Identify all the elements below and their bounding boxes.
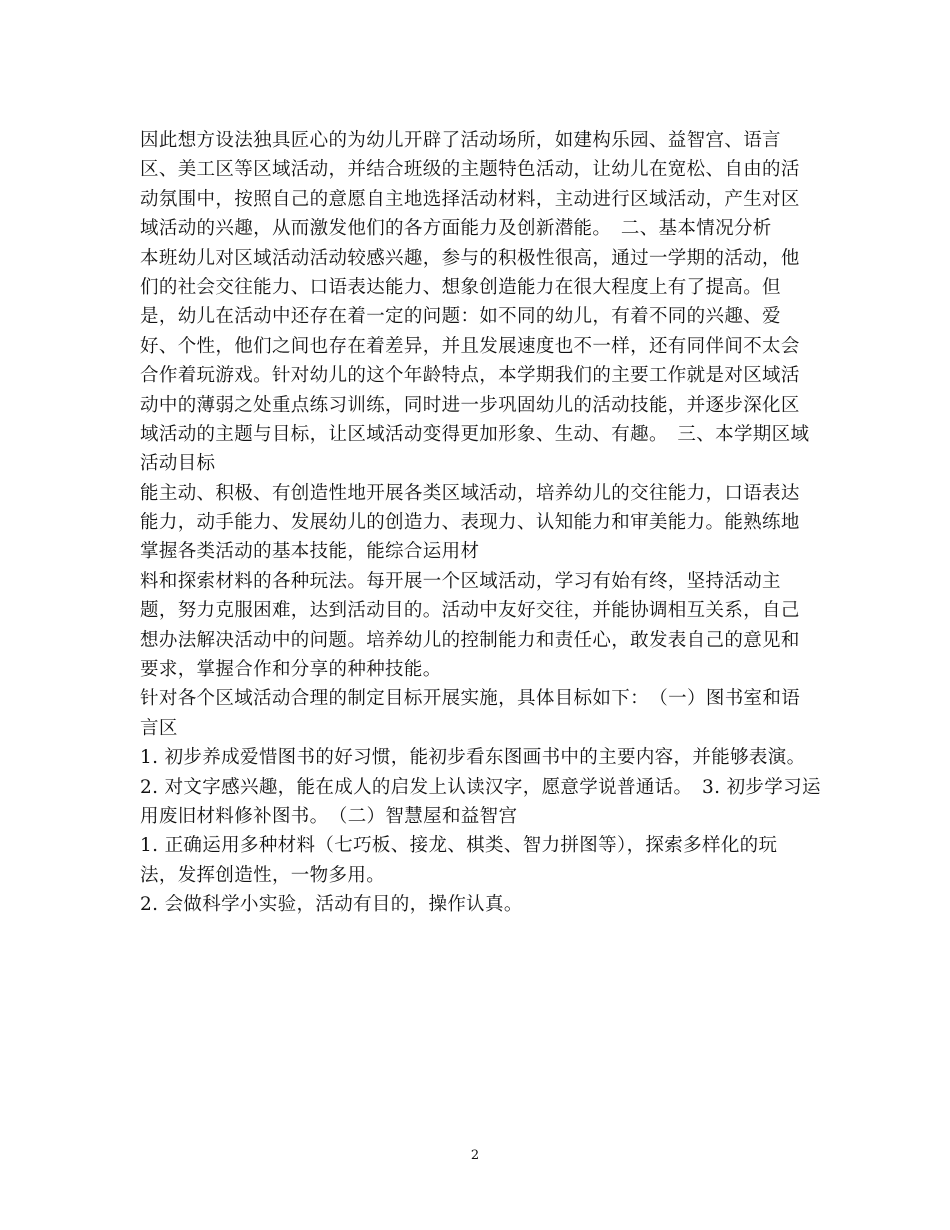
- text-line: 法，发挥创造性，一物多用。: [140, 864, 386, 886]
- text-line: 好、个性，他们之间也存在着差异，并且发展速度也不一样，还有同伴间不太会: [140, 335, 800, 357]
- page-number: 2: [470, 1148, 480, 1163]
- text-line: 域活动的兴趣，从而激发他们的各方面能力及创新潜能。 二、基本情况分析: [140, 218, 772, 240]
- text-line: 们的社会交往能力、口语表达能力、想象创造能力在很大程度上有了提高。但: [140, 276, 781, 298]
- text-line: 能力，动手能力、发展幼儿的创造力、表现力、认知能力和审美能力。能熟练地: [140, 512, 800, 534]
- body-text: [140, 126, 820, 920]
- text-line: 合作着玩游戏。针对幼儿的这个年龄特点，本学期我们的主要工作就是对区域活: [140, 365, 800, 387]
- text-line: 区、美工区等区域活动，并结合班级的主题特色活动，让幼儿在宽松、自由的活: [140, 159, 800, 181]
- text-line: 动氛围中，按照自己的意愿自主地选择活动材料，主动进行区域活动，产生对区: [140, 188, 800, 210]
- text-line: 2. 会做科学小实验，活动有目的，操作认真。: [140, 894, 523, 916]
- text-line: 针对各个区域活动合理的制定目标开展实施，具体目标如下： （一）图书室和语: [140, 688, 801, 710]
- text-line: 料和探索材料的各种玩法。每开展一个区域活动，学习有始有终，坚持活动主: [140, 570, 781, 592]
- text-line: 1. 初步养成爱惜图书的好习惯，能初步看东图画书中的主要内容，并能够表演。: [140, 747, 806, 769]
- text-line: 言区: [140, 717, 178, 739]
- text-line: 域活动的主题与目标，让区域活动变得更加形象、生动、有趣。 三、本学期区域: [140, 423, 810, 445]
- text-line: 用废旧材料修补图书。 （二）智慧屋和益智宫: [140, 805, 518, 827]
- text-line: 要求，掌握合作和分享的种种技能。: [140, 659, 442, 681]
- text-line: 本班幼儿对区域活动活动较感兴趣，参与的积极性很高，通过一学期的活动，他: [140, 247, 800, 269]
- text-line: 1. 正确运用多种材料（七巧板、接龙、棋类、智力拼图等），探索多样化的玩: [140, 835, 778, 857]
- text-line: 题，努力克服困难，达到活动目的。活动中友好交往，并能协调相互关系，自己: [140, 600, 800, 622]
- text-line: 2. 对文字感兴趣，能在成人的启发上认读汉字，愿意学说普通话。 3. 初步学习运: [140, 776, 821, 798]
- text-line: 动中的薄弱之处重点练习训练，同时进一步巩固幼儿的活动技能，并逐步深化区: [140, 394, 800, 416]
- text-line: 掌握各类活动的基本技能，能综合运用材: [140, 541, 480, 563]
- text-line: 是，幼儿在活动中还存在着一定的问题：如不同的幼儿，有着不同的兴趣、爱: [140, 306, 781, 328]
- text-line: 能主动、积极、有创造性地开展各类区域活动，培养幼儿的交往能力，口语表达: [140, 482, 800, 504]
- text-line: 想办法解决活动中的问题。培养幼儿的控制能力和责任心，敢发表自己的意见和: [140, 629, 800, 651]
- text-line: 活动目标: [140, 453, 216, 475]
- text-line: 因此想方设法独具匠心的为幼儿开辟了活动场所，如建构乐园、益智宫、语言: [140, 130, 781, 151]
